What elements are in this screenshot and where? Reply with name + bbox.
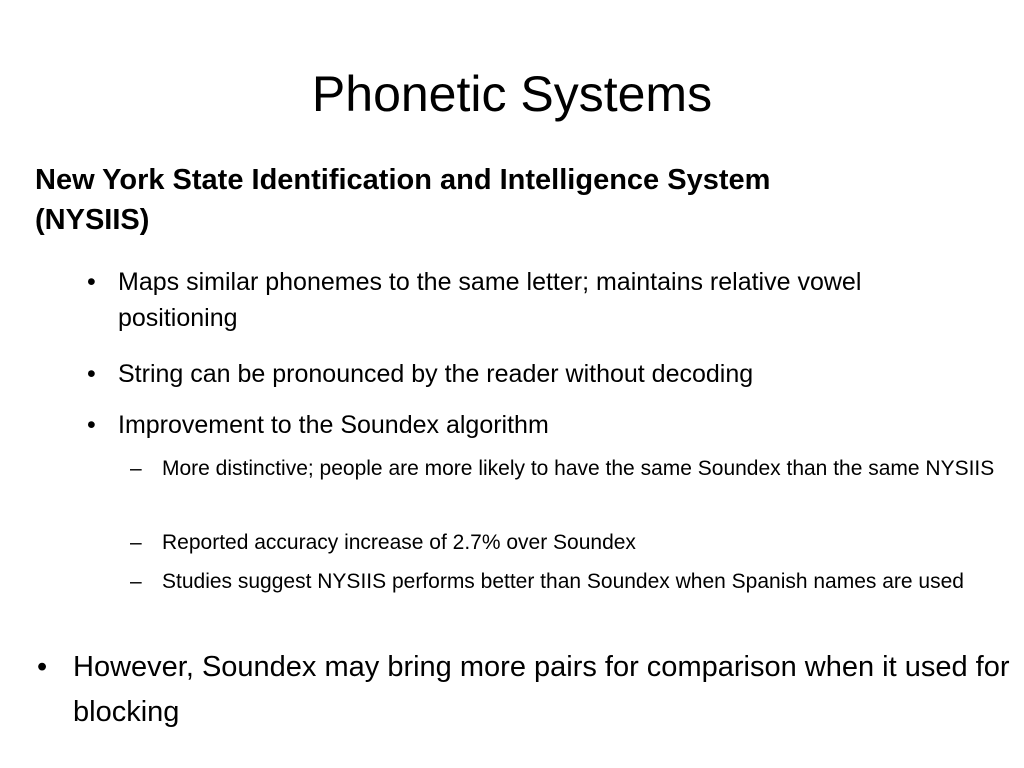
sub-bullet-item [130,565,995,598]
bullet-text: Maps similar phonemes to the same letter; maintains relative vowel positioning [118,268,862,332]
bullet-item [37,645,1012,735]
bullet-text: However, Soundex may bring more pairs for comparison when it used for blocking [73,651,1010,728]
bullet-item [87,407,987,443]
bullet-marker: • [87,411,96,439]
sub-bullet-text: More distinctive; people are more likely to have the same Soundex than the same NYSIIS [162,457,995,480]
sub-bullet-text: Studies suggest NYSIIS performs better than Soundex when Spanish names are used [162,570,964,593]
bullet-marker: • [37,651,48,683]
bullet-text: Improvement to the Soundex algorithm [118,411,549,439]
dash-marker: – [130,531,142,554]
sub-bullet-item [130,452,995,485]
slide-subheading: New York State Identification and Intelligence System (NYSIIS) [35,164,771,236]
bullet-text: String can be pronounced by the reader without decoding [118,360,754,388]
dash-marker: – [130,570,142,593]
dash-marker: – [130,457,142,480]
sub-bullet-text: Reported accuracy increase of 2.7% over Soundex [162,531,636,554]
slide-title: Phonetic Systems [311,66,713,122]
bullet-item [87,356,987,392]
bullet-item [87,264,987,336]
sub-bullet-item [130,526,995,559]
bullet-marker: • [87,268,96,296]
bullet-marker: • [87,360,96,388]
